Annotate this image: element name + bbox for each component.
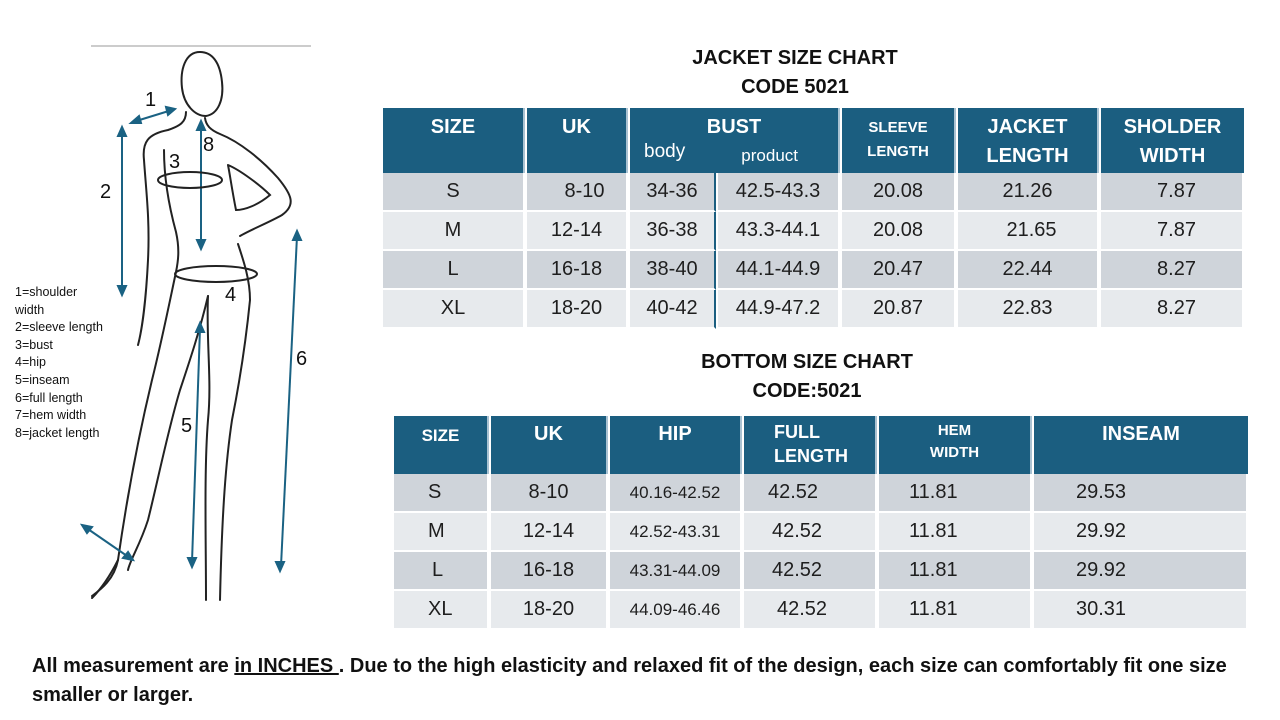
cell-jacket-length: 22.83 [958, 290, 1099, 329]
cell-bust-body: 34-36 [630, 173, 716, 212]
cell-size: M [383, 212, 525, 251]
cell-uk: 8-10 [491, 474, 608, 513]
header-label: JACKET [987, 116, 1068, 138]
legend-line: 7=hem width [15, 408, 87, 423]
cell-shoulder-width: 7.87 [1101, 212, 1244, 251]
header-label: SIZE [430, 116, 476, 138]
col-header-size [394, 416, 489, 474]
col-header-bust [630, 108, 840, 173]
header-label: LENGTH [774, 446, 848, 466]
marker-1-shoulder: 1 [145, 89, 157, 111]
cell-uk: 16-18 [491, 552, 608, 591]
cell-hip: 42.52-43.31 [610, 513, 742, 552]
table-row [394, 474, 1248, 513]
jacket-code: CODE 5021 [741, 76, 849, 98]
note-units-underlined: in INCHES [234, 655, 339, 677]
header-label: UK [562, 116, 591, 138]
cell-bust-body: 40-42 [630, 290, 716, 329]
col-header-inseam [1034, 416, 1248, 474]
cell-sleeve-length: 20.08 [842, 212, 956, 251]
col-header-uk [527, 108, 628, 173]
col-header-full-length [744, 416, 877, 474]
cell-bust-product: 42.5-43.3 [718, 173, 840, 212]
cell-jacket-length: 22.44 [958, 251, 1099, 290]
cell-size: S [383, 173, 525, 212]
table-row [394, 591, 1248, 630]
table-row [394, 513, 1248, 552]
cell-size: S [394, 474, 489, 513]
cell-shoulder-width: 7.87 [1101, 173, 1244, 212]
cell-uk: 16-18 [527, 251, 628, 290]
cell-size: XL [383, 290, 525, 329]
legend-line: 2=sleeve length [15, 320, 103, 335]
cell-bust-body: 38-40 [630, 251, 716, 290]
legend-line: 4=hip [15, 355, 46, 370]
cell-inseam: 30.31 [1034, 591, 1248, 630]
table-row [383, 251, 1244, 290]
cell-size: L [383, 251, 525, 290]
jacket-chart-title [600, 44, 990, 102]
cell-uk: 12-14 [491, 513, 608, 552]
header-label: UK [534, 423, 563, 445]
bust-product-label: product [741, 146, 798, 165]
col-header-hip [610, 416, 742, 474]
col-header-uk [491, 416, 608, 474]
header-label: SHOLDER [1123, 116, 1222, 138]
cell-size: M [394, 513, 489, 552]
cell-shoulder-width: 8.27 [1101, 251, 1244, 290]
header-label: LENGTH [867, 143, 929, 160]
cell-full-length: 42.52 [744, 552, 877, 591]
cell-hem-width: 11.81 [879, 513, 1032, 552]
cell-sleeve-length: 20.08 [842, 173, 956, 212]
cell-hem-width: 11.81 [879, 552, 1032, 591]
measurement-note [32, 652, 1272, 710]
header-label: INSEAM [1102, 423, 1180, 445]
legend-line: width [15, 302, 45, 317]
header-label: WIDTH [1139, 145, 1206, 167]
marker-3-bust: 3 [169, 151, 181, 173]
bottom-size-table [392, 416, 1250, 630]
note-text-start: All measurement are [32, 655, 235, 677]
marker-5-inseam: 5 [181, 415, 193, 437]
col-header-shoulder-width [1101, 108, 1244, 173]
table-row [383, 173, 1244, 212]
cell-full-length: 42.52 [744, 474, 877, 513]
note-text-end: . Due to the high elasticity and relaxed fit of the design, each size can comfortably fit one size smaller or larger. [32, 655, 1227, 706]
header-label: FULL [774, 422, 820, 442]
cell-uk: 18-20 [527, 290, 628, 329]
table-row [394, 552, 1248, 591]
measurement-legend [15, 284, 103, 442]
cell-sleeve-length: 20.87 [842, 290, 956, 329]
cell-jacket-length: 21.65 [958, 212, 1099, 251]
cell-jacket-length: 21.26 [958, 173, 1099, 212]
bottom-code: CODE:5021 [752, 380, 862, 402]
col-header-sleeve-length [842, 108, 956, 173]
cell-uk: 18-20 [491, 591, 608, 630]
jacket-size-table [381, 108, 1246, 329]
legend-line: 3=bust [15, 337, 53, 352]
cell-hip: 44.09-46.46 [610, 591, 742, 630]
cell-inseam: 29.53 [1034, 474, 1248, 513]
cell-hem-width: 11.81 [879, 591, 1032, 630]
bottom-title: BOTTOM SIZE CHART [701, 351, 913, 373]
cell-bust-product: 44.9-47.2 [718, 290, 840, 329]
header-label: HEM [937, 422, 972, 439]
header-label: HIP [658, 423, 692, 445]
bust-subheaders [630, 142, 838, 166]
col-header-hem-width [879, 416, 1032, 474]
legend-line: 5=inseam [15, 372, 70, 387]
legend-line: 1=shoulder [15, 285, 78, 299]
col-header-jacket-length [958, 108, 1099, 173]
legend-line: 6=full length [15, 390, 83, 405]
jacket-title: JACKET SIZE CHART [692, 47, 898, 69]
cell-bust-product: 44.1-44.9 [718, 251, 840, 290]
cell-size: L [394, 552, 489, 591]
cell-uk: 12-14 [527, 212, 628, 251]
cell-hem-width: 11.81 [879, 474, 1032, 513]
header-label: BUST [706, 116, 762, 138]
header-label: SIZE [421, 426, 460, 445]
header-label: SLEEVE [868, 119, 928, 136]
cell-bust-product: 43.3-44.1 [718, 212, 840, 251]
marker-2-sleeve: 2 [100, 181, 112, 203]
cell-inseam: 29.92 [1034, 513, 1248, 552]
cell-shoulder-width: 8.27 [1101, 290, 1244, 329]
bottom-chart-title [612, 348, 1002, 406]
table-row [383, 290, 1244, 329]
marker-4-hip: 4 [225, 284, 237, 306]
cell-bust-body: 36-38 [630, 212, 716, 251]
cell-size: XL [394, 591, 489, 630]
cell-full-length: 42.52 [744, 513, 877, 552]
table-row [383, 212, 1244, 251]
cell-inseam: 29.92 [1034, 552, 1248, 591]
col-header-size [383, 108, 525, 173]
cell-hip: 40.16-42.52 [610, 474, 742, 513]
bust-body-label: body [644, 141, 686, 162]
marker-6-full-length: 6 [296, 348, 308, 370]
cell-hip: 43.31-44.09 [610, 552, 742, 591]
header-label: WIDTH [929, 444, 980, 461]
header-label: LENGTH [986, 145, 1069, 167]
marker-8-jacket-length: 8 [203, 134, 215, 156]
legend-line: 8=jacket length [15, 425, 100, 440]
cell-sleeve-length: 20.47 [842, 251, 956, 290]
cell-full-length: 42.52 [744, 591, 877, 630]
cell-uk: 8-10 [527, 173, 628, 212]
